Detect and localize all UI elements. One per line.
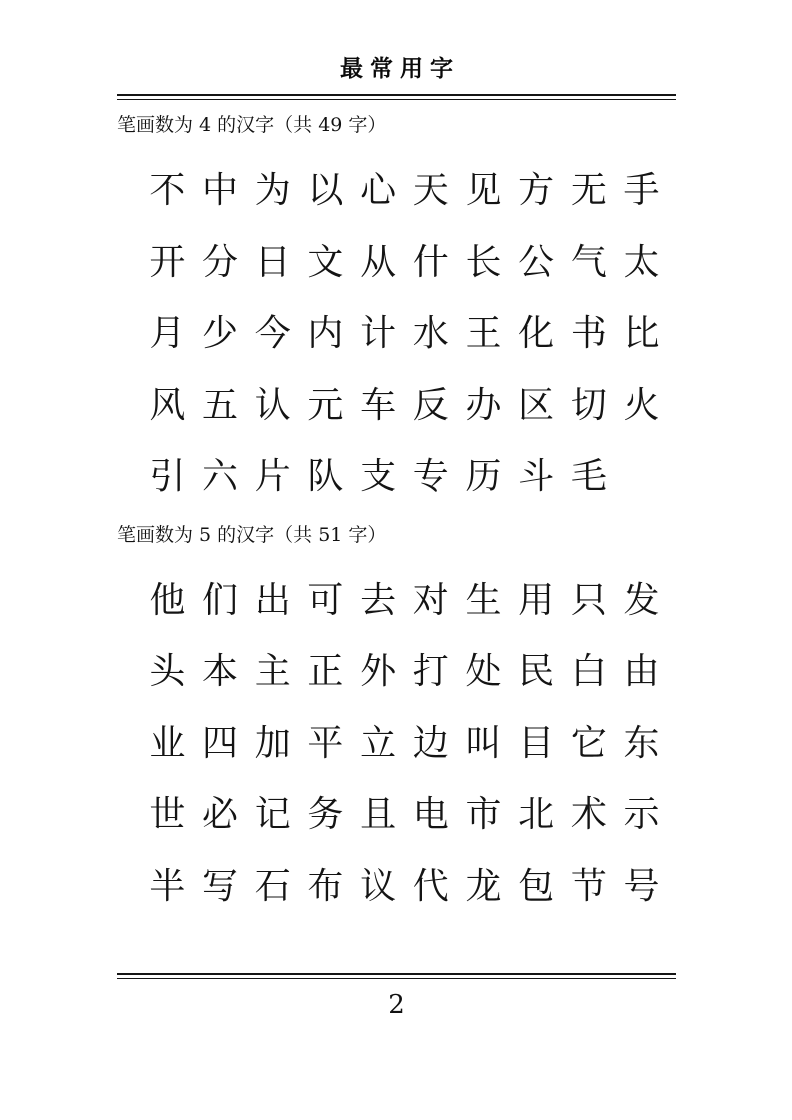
char-row [141,152,676,224]
char-row [141,367,676,439]
han-character: 什 [412,241,449,283]
han-character: 记 [254,794,291,836]
han-character: 手 [623,170,660,212]
han-character: 书 [570,313,607,355]
han-character: 石 [254,865,291,907]
han-character: 本 [202,651,239,693]
han-character: 平 [307,722,344,764]
han-character: 队 [307,456,344,498]
han-character: 电 [412,794,449,836]
han-character: 专 [412,456,449,498]
han-character: 切 [570,384,607,426]
han-character: 正 [307,651,344,693]
han-character: 少 [202,313,239,355]
han-character: 今 [254,313,291,355]
char-row [141,848,676,920]
han-character: 火 [623,384,660,426]
han-character: 边 [412,722,449,764]
han-character: 打 [412,651,449,693]
han-character: 叫 [465,722,502,764]
han-character: 支 [360,456,397,498]
han-character: 公 [518,241,555,283]
section-heading: 笔画数为 5 的汉字（共 51 字） [117,523,387,546]
char-grid [117,562,676,920]
han-character: 四 [202,722,239,764]
char-row [141,438,676,510]
han-character: 布 [307,865,344,907]
han-character: 议 [360,865,397,907]
han-character: 生 [465,579,502,621]
han-character: 业 [149,722,186,764]
han-character: 主 [254,651,291,693]
han-character: 代 [412,865,449,907]
han-character: 反 [412,384,449,426]
han-character: 处 [465,651,502,693]
char-row [141,705,676,777]
stroke-section-5 [117,521,676,920]
han-character: 它 [570,722,607,764]
han-character: 元 [307,384,344,426]
han-character: 白 [570,651,607,693]
han-character: 计 [360,313,397,355]
han-character: 分 [202,241,239,283]
han-character: 五 [202,384,239,426]
han-character: 龙 [465,865,502,907]
char-row [141,633,676,705]
han-character: 可 [307,579,344,621]
footer-double-rule [117,973,676,979]
han-character: 世 [149,794,186,836]
section-heading: 笔画数为 4 的汉字（共 49 字） [117,114,387,136]
han-character: 必 [202,794,239,836]
han-character: 去 [360,579,397,621]
han-character: 文 [307,241,344,283]
han-character: 风 [149,384,186,426]
han-character: 示 [623,794,660,836]
han-character: 斗 [518,456,555,498]
han-character: 民 [518,651,555,693]
han-character: 开 [149,241,186,283]
han-character: 头 [149,651,186,693]
page-number: 2 [388,990,405,1020]
char-row [141,776,676,848]
han-character: 从 [360,241,397,283]
han-character: 术 [570,794,607,836]
han-character: 号 [623,865,660,907]
page-title: 最常用字 [340,55,460,82]
han-character: 月 [149,313,186,355]
han-character: 且 [360,794,397,836]
han-character: 他 [149,579,186,621]
char-row [141,224,676,296]
header-double-rule [117,94,676,100]
han-character: 写 [202,865,239,907]
han-character: 以 [307,170,344,212]
han-character: 引 [149,456,186,498]
han-character: 毛 [570,456,607,498]
han-character: 王 [465,313,502,355]
han-character: 节 [570,865,607,907]
han-character: 日 [254,241,291,283]
han-character: 无 [570,170,607,212]
han-character: 历 [465,456,502,498]
han-character: 目 [518,722,555,764]
han-character: 认 [254,384,291,426]
han-character: 北 [518,794,555,836]
han-character: 市 [465,794,502,836]
han-character: 片 [254,456,291,498]
han-character: 为 [254,170,291,212]
han-character: 比 [623,313,660,355]
han-character: 车 [360,384,397,426]
han-character: 不 [149,170,186,212]
han-character: 对 [412,579,449,621]
char-grid [117,152,676,510]
han-character: 区 [518,384,555,426]
han-character: 务 [307,794,344,836]
char-row [141,562,676,634]
han-character: 们 [202,579,239,621]
han-character: 发 [623,579,660,621]
han-character: 内 [307,313,344,355]
han-character: 加 [254,722,291,764]
han-character: 由 [623,651,660,693]
han-character: 包 [518,865,555,907]
han-character: 水 [412,313,449,355]
han-character: 心 [360,170,397,212]
han-character: 化 [518,313,555,355]
han-character: 出 [254,579,291,621]
han-character: 立 [360,722,397,764]
han-character: 用 [518,579,555,621]
han-character: 东 [623,722,660,764]
han-character: 办 [465,384,502,426]
han-character: 六 [202,456,239,498]
stroke-section-4 [117,111,676,510]
han-character: 半 [149,865,186,907]
han-character: 只 [570,579,607,621]
han-character: 气 [570,241,607,283]
han-character: 太 [623,241,660,283]
han-character: 外 [360,651,397,693]
char-row [141,295,676,367]
han-character: 长 [465,241,502,283]
han-character: 中 [202,170,239,212]
han-character: 方 [518,170,555,212]
han-character: 天 [412,170,449,212]
han-character: 见 [465,170,502,212]
